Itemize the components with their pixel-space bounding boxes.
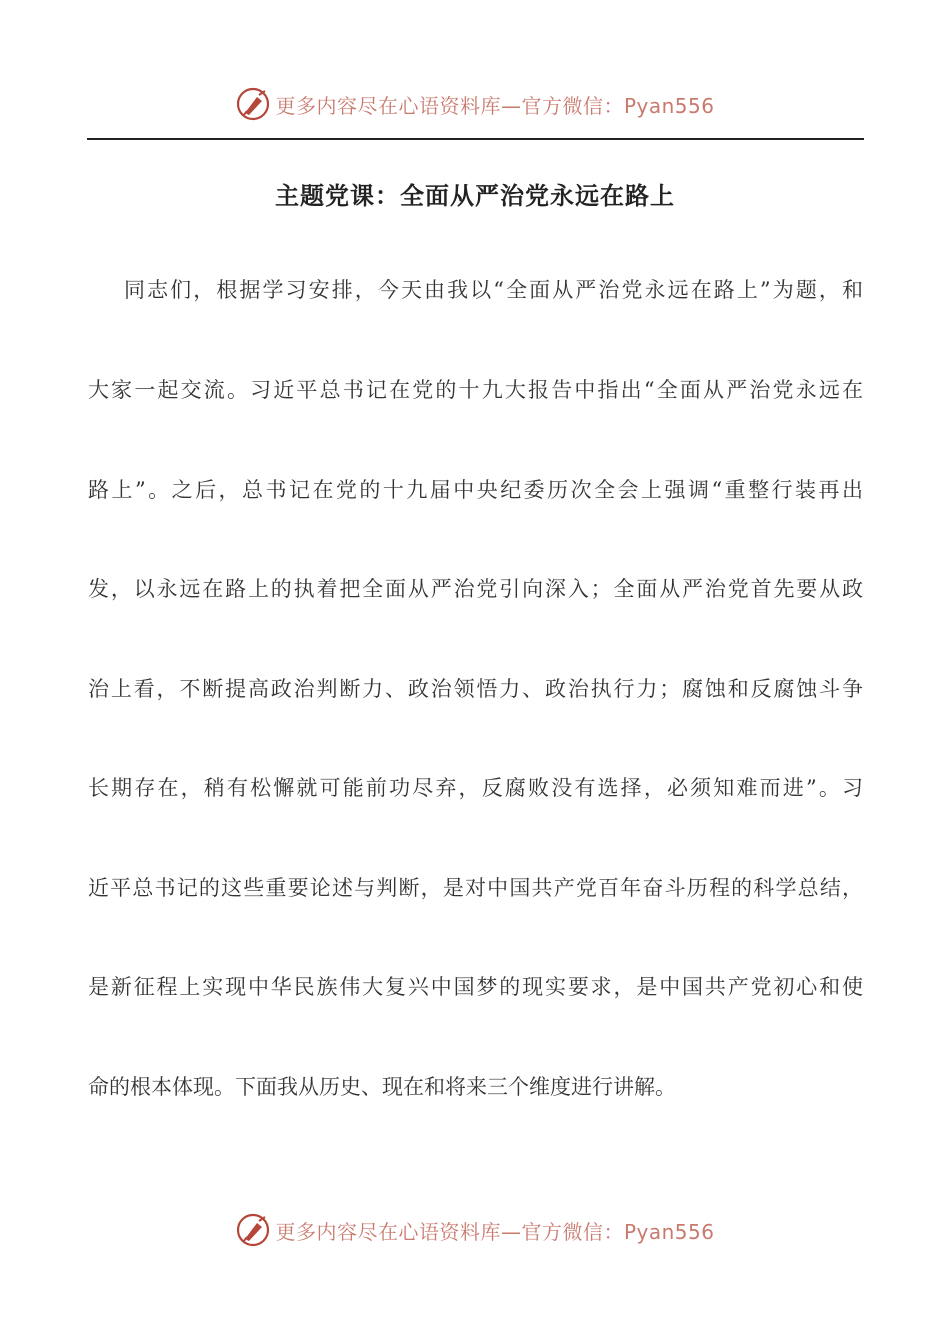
paragraph-line: 治上看，不断提高政治判断力、政治领悟力、政治执行力；腐蚀和反腐蚀斗争	[88, 677, 863, 701]
footer-banner	[0, 1210, 950, 1250]
paragraph-line: 长期存在，稍有松懈就可能前功尽弃，反腐败没有选择，必须知难而进”。习	[88, 776, 863, 800]
paragraph-line: 发，以永远在路上的执着把全面从严治党引向深入；全面从严治党首先要从政	[88, 577, 863, 601]
paragraph-line: 近平总书记的这些重要论述与判断，是对中国共产党百年奋斗历程的科学总结，	[88, 876, 863, 900]
paragraph-line: 命的根本体现。下面我从历史、现在和将来三个维度进行讲解。	[88, 1075, 676, 1099]
paragraph-line: 大家一起交流。习近平总书记在党的十九大报告中指出“全面从严治党永远在	[88, 378, 863, 402]
document-title: 主题党课：全面从严治党永远在路上	[275, 181, 675, 210]
header-rule	[87, 138, 864, 140]
paragraph-line: 路上”。之后，总书记在党的十九届中央纪委历次全会上强调“重整行装再出	[88, 478, 863, 502]
header-banner-text: 更多内容尽在心语资料库—官方微信：Pyan556	[275, 93, 715, 118]
pen-nib-logo-icon	[235, 86, 271, 122]
pen-nib-logo-icon	[235, 1212, 271, 1248]
paragraph-line: 是新征程上实现中华民族伟大复兴中国梦的现实要求，是中国共产党初心和使	[88, 975, 863, 999]
header-banner	[0, 84, 950, 124]
paragraph-line: 同志们，根据学习安排，今天由我以“全面从严治党永远在路上”为题，和	[124, 278, 863, 302]
footer-banner-text: 更多内容尽在心语资料库—官方微信：Pyan556	[275, 1219, 715, 1244]
